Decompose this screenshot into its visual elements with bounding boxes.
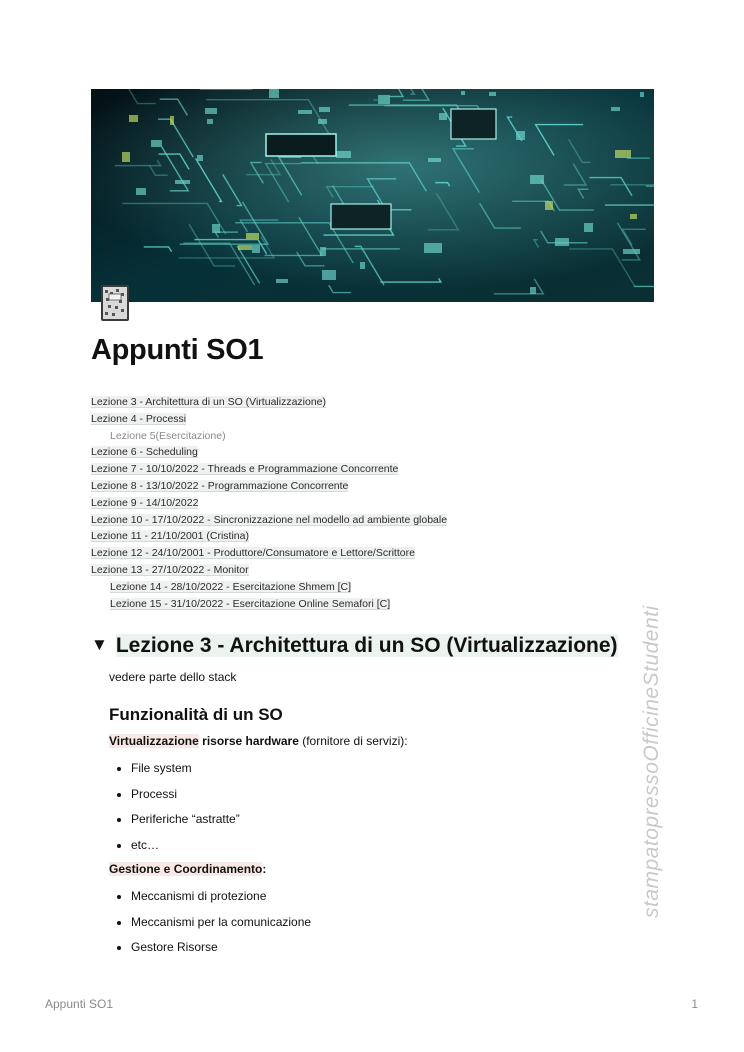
toc-link[interactable]: Lezione 15 - 31/10/2022 - Esercitazione Online Semafori [C] bbox=[110, 597, 391, 610]
toc-link[interactable]: Lezione 11 - 21/10/2001 (Cristina) bbox=[91, 530, 249, 543]
watermark: stampatopressoOfficineStudenti bbox=[640, 605, 663, 918]
list-item: • Gestore Risorse bbox=[131, 939, 311, 965]
paragraph-text: (fornitore di servizi): bbox=[298, 734, 408, 748]
toggle-triangle-icon[interactable]: ▼ bbox=[91, 635, 108, 654]
list-item: • Meccanismi di protezione bbox=[131, 888, 311, 914]
toc-link[interactable]: Lezione 13 - 27/10/2022 - Monitor bbox=[91, 563, 249, 576]
section-intro: vedere parte dello stack bbox=[109, 670, 237, 684]
notebook-icon bbox=[100, 284, 130, 322]
paragraph bbox=[109, 734, 629, 748]
subheading: Funzionalità di un SO bbox=[109, 705, 283, 724]
list-item: • Meccanismi per la comunicazione bbox=[131, 914, 311, 940]
toc-link[interactable]: Lezione 7 - 10/10/2022 - Threads e Programmazione Concorrente bbox=[91, 463, 399, 476]
list-item: • File system bbox=[131, 760, 240, 786]
toc-link[interactable]: Lezione 12 - 24/10/2001 - Produttore/Consumatore e Lettore/Scrittore bbox=[91, 547, 415, 560]
bold-text: : bbox=[262, 862, 267, 876]
page-title: Appunti SO1 bbox=[91, 334, 264, 366]
section-heading: Lezione 3 - Architettura di un SO (Virtualizzazione) bbox=[115, 634, 618, 657]
bullet-list bbox=[109, 888, 311, 965]
list-item: • Periferiche “astratte” bbox=[131, 811, 240, 837]
footer-title: Appunti SO1 bbox=[45, 997, 114, 1011]
bold-text: risorse hardware bbox=[198, 734, 299, 748]
highlighted-text: Virtualizzazione bbox=[109, 734, 199, 748]
page-number: 1 bbox=[691, 997, 698, 1011]
section-toggle-heading[interactable] bbox=[91, 634, 618, 658]
toc-link[interactable]: Lezione 10 - 17/10/2022 - Sincronizzazione nel modello ad ambiente globale bbox=[91, 513, 448, 526]
toc-link[interactable]: Lezione 3 - Architettura di un SO (Virtualizzazione) bbox=[91, 396, 327, 408]
toc-link[interactable]: Lezione 9 - 14/10/2022 bbox=[91, 496, 199, 509]
list-item: • Processi bbox=[131, 786, 240, 812]
paragraph bbox=[109, 862, 629, 876]
table-of-contents bbox=[91, 394, 631, 612]
toc-link[interactable]: Lezione 14 - 28/10/2022 - Esercitazione Shmem [C] bbox=[110, 580, 352, 593]
bullet-list bbox=[109, 760, 240, 862]
toc-link[interactable]: Lezione 6 - Scheduling bbox=[91, 446, 198, 459]
toc-link[interactable]: Lezione 8 - 13/10/2022 - Programmazione Concorrente bbox=[91, 479, 349, 492]
list-item: • etc… bbox=[131, 837, 240, 863]
highlighted-text: Gestione e Coordinamento bbox=[109, 862, 263, 876]
toc-link[interactable]: Lezione 4 - Processi bbox=[91, 412, 187, 425]
circuit-board-image bbox=[91, 89, 654, 302]
toc-link[interactable]: Lezione 5(Esercitazione) bbox=[110, 429, 226, 442]
cover-image bbox=[91, 89, 654, 302]
